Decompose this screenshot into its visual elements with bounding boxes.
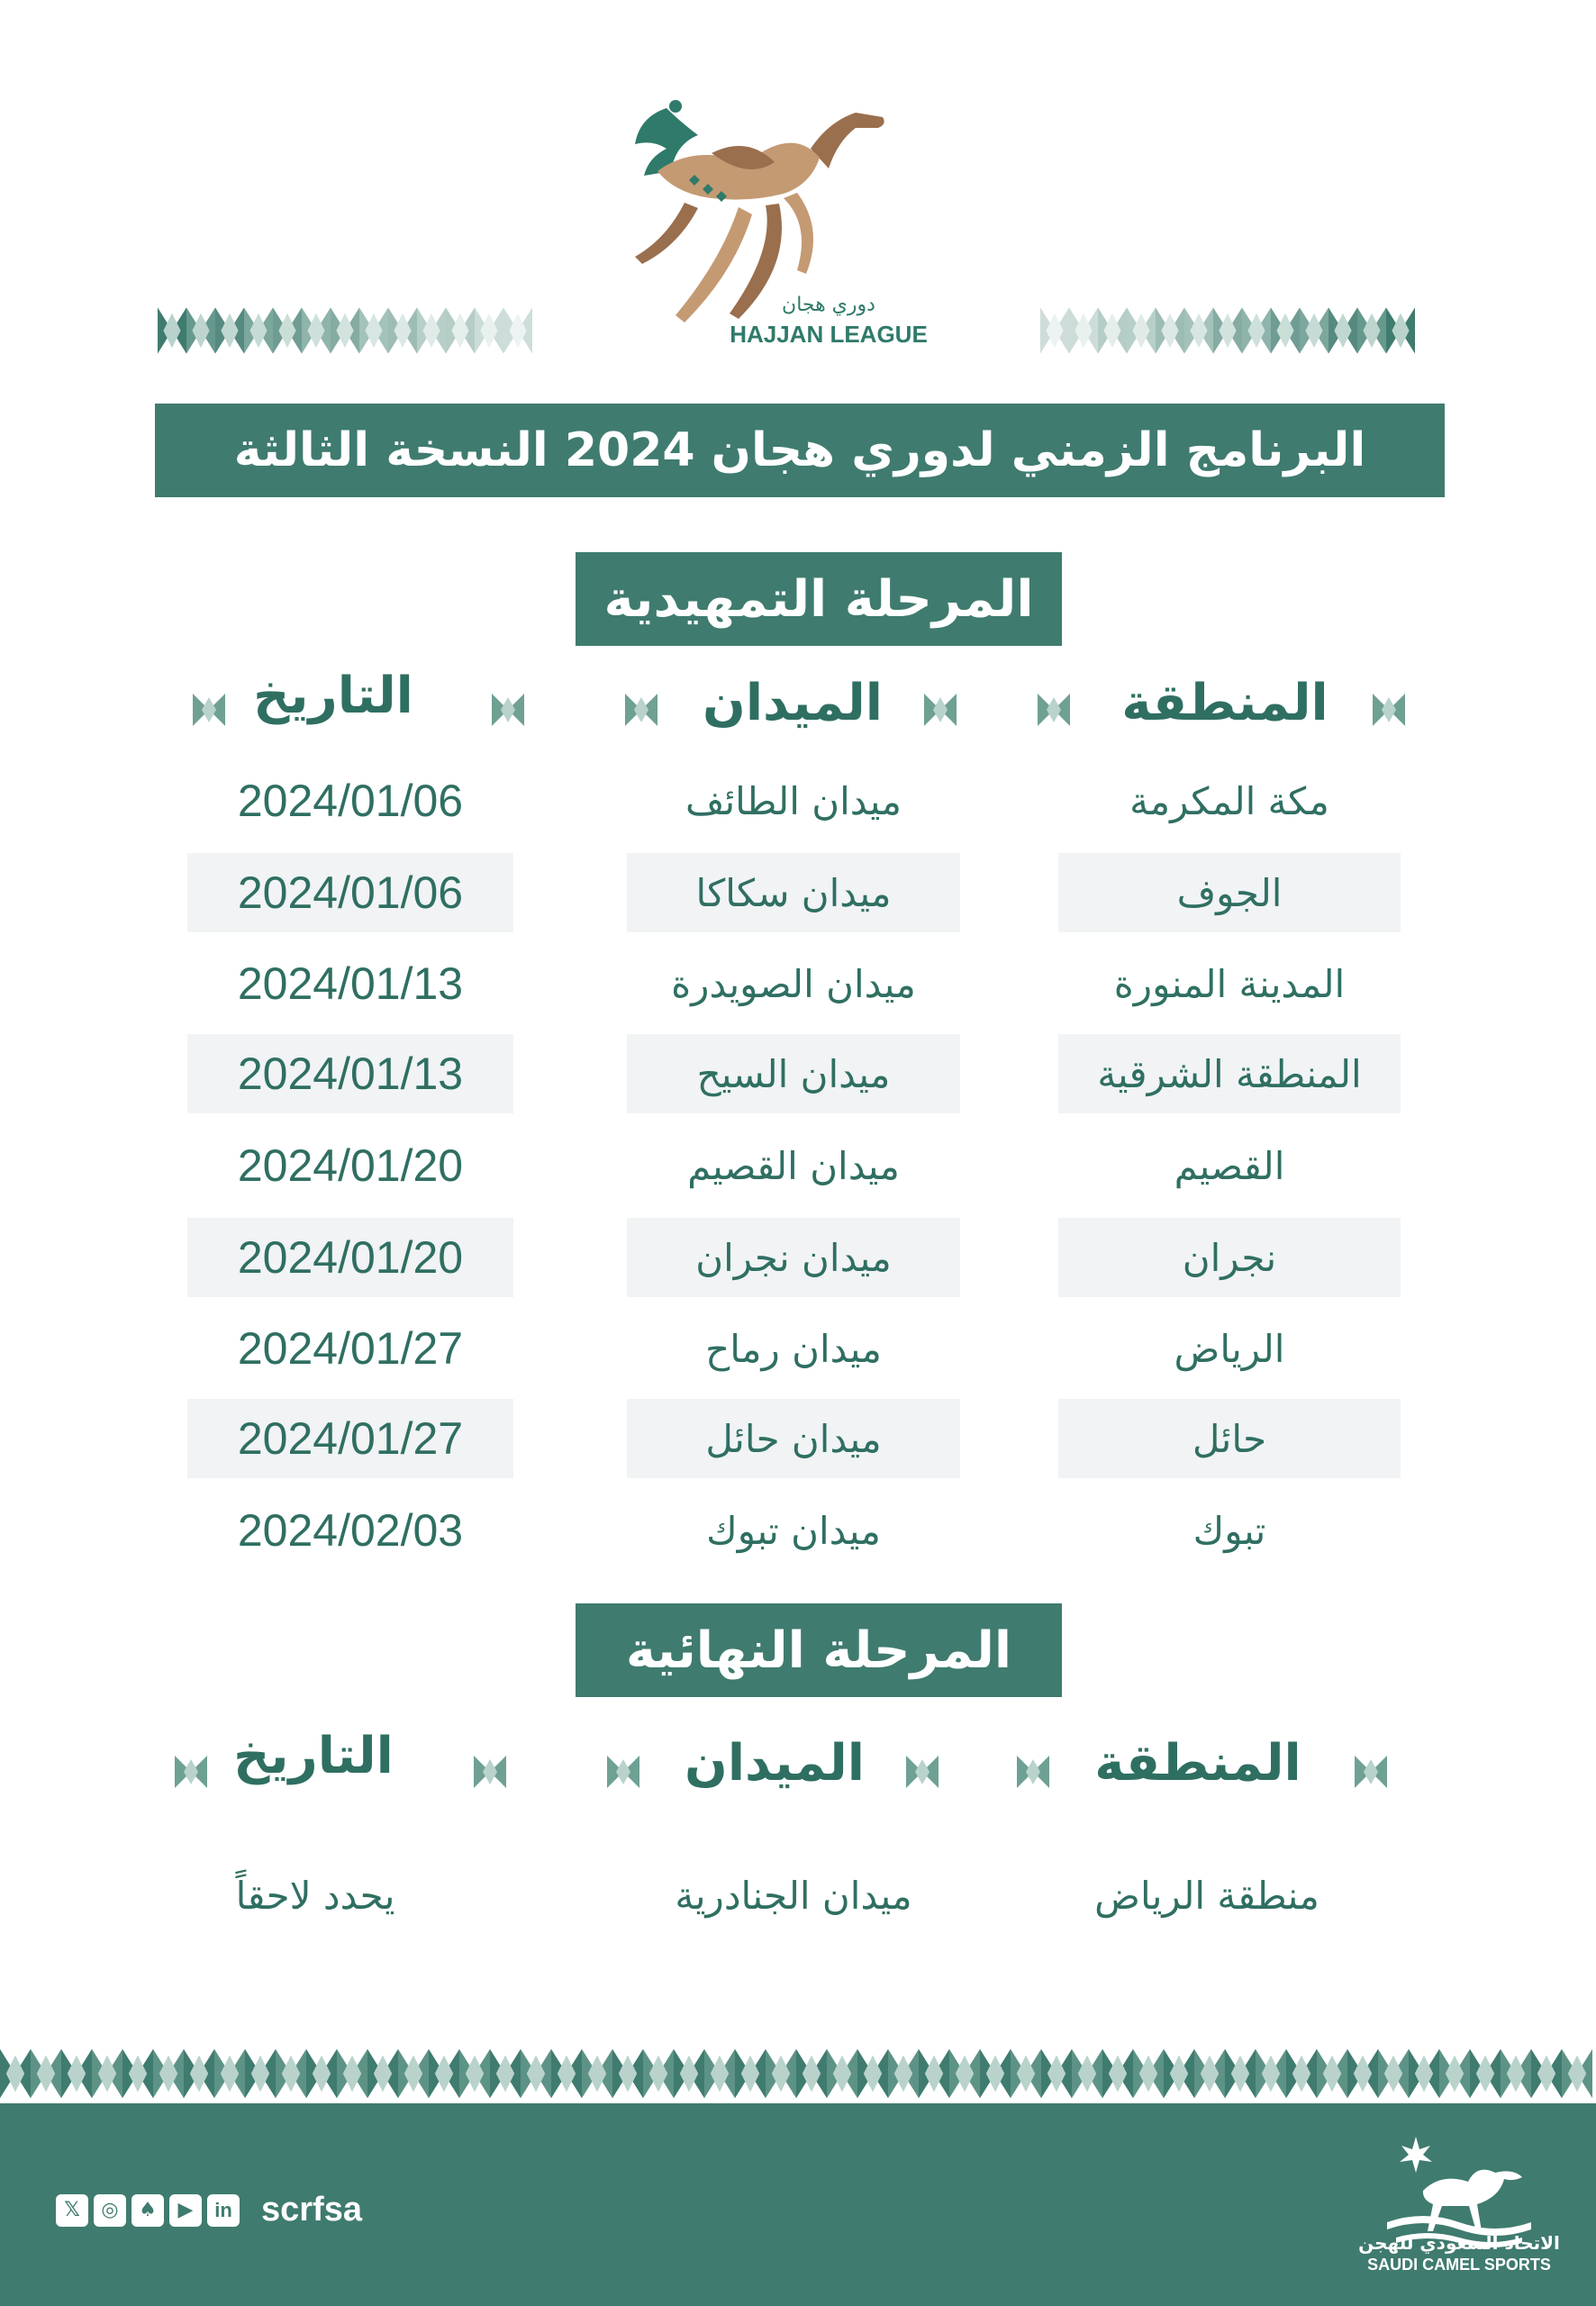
diamond-ornament-icon xyxy=(488,690,528,730)
column-header-venue: الميدان xyxy=(685,1734,865,1793)
date-cell: يحدد لاحقاً xyxy=(235,1873,395,1918)
region-cell: المدينة المنورة xyxy=(1113,961,1346,1006)
venue-cell: ميدان رماح xyxy=(705,1326,882,1371)
venue-cell: ميدان الطائف xyxy=(685,778,902,823)
hajjan-league-logo xyxy=(603,90,946,360)
column-header-region: المنطقة xyxy=(1094,1734,1301,1793)
main-title-banner xyxy=(155,404,1445,497)
table-row xyxy=(0,853,1596,932)
diamond-ornament-icon xyxy=(171,1752,211,1792)
region-cell: منطقة الرياض xyxy=(1094,1873,1319,1918)
linkedin-icon[interactable]: in xyxy=(207,2194,240,2227)
preliminary-stage-banner xyxy=(576,552,1062,646)
final-stage-banner xyxy=(576,1603,1062,1697)
ornament-strip-left xyxy=(158,302,554,359)
date-cell: 2024/01/06 xyxy=(187,853,513,932)
table-row xyxy=(0,1218,1596,1297)
ornament-strip-bottom xyxy=(0,2043,1596,2104)
region-cell: نجران xyxy=(1058,1218,1401,1297)
venue-cell: ميدان تبوك xyxy=(706,1508,881,1553)
venue-cell: ميدان الجنادرية xyxy=(675,1873,912,1918)
instagram-icon[interactable]: ◎ xyxy=(94,2194,126,2227)
ornament-strip-right xyxy=(1040,302,1437,359)
region-cell: الرياض xyxy=(1174,1326,1285,1371)
region-cell: تبوك xyxy=(1192,1508,1266,1553)
date-cell: 2024/01/27 xyxy=(187,1399,513,1478)
youtube-icon[interactable]: ▶ xyxy=(169,2194,202,2227)
x-icon[interactable]: 𝕏 xyxy=(56,2194,88,2227)
preliminary-stage-title: المرحلة التمهيدية xyxy=(603,569,1034,629)
date-cell: 2024/01/06 xyxy=(237,776,464,826)
venue-cell: ميدان حائل xyxy=(627,1399,960,1478)
social-handle[interactable]: scrfsa xyxy=(261,2191,362,2229)
region-cell: المنطقة الشرقية xyxy=(1058,1034,1401,1113)
venue-cell: ميدان الصويدرة xyxy=(671,961,916,1006)
table-row xyxy=(0,1309,1596,1388)
venue-cell: ميدان القصيم xyxy=(687,1143,900,1188)
column-header-date: التاريخ xyxy=(233,1727,394,1785)
diamond-ornament-icon xyxy=(920,690,960,730)
diamond-ornament-icon xyxy=(621,690,661,730)
column-header-venue: الميدان xyxy=(703,674,883,732)
region-cell: الجوف xyxy=(1058,853,1401,932)
column-header-date: التاريخ xyxy=(253,667,413,725)
table-row xyxy=(0,1034,1596,1113)
date-cell: 2024/01/20 xyxy=(237,1140,464,1191)
region-cell: حائل xyxy=(1058,1399,1401,1478)
snapchat-icon[interactable]: ♠ xyxy=(131,2194,164,2227)
region-cell: مكة المكرمة xyxy=(1129,778,1329,823)
date-cell: 2024/02/03 xyxy=(237,1505,464,1556)
diamond-ornament-icon xyxy=(603,1752,643,1792)
table-row xyxy=(0,944,1596,1023)
diamond-ornament-icon xyxy=(1034,690,1074,730)
column-header-region: المنطقة xyxy=(1121,674,1328,732)
diamond-ornament-icon xyxy=(902,1752,942,1792)
diamond-ornament-icon xyxy=(1013,1752,1053,1792)
final-stage-title: المرحلة النهائية xyxy=(625,1621,1012,1680)
social-links xyxy=(56,2191,362,2229)
date-cell: 2024/01/13 xyxy=(187,1034,513,1113)
diamond-ornament-icon xyxy=(189,690,229,730)
venue-cell: ميدان السيح xyxy=(627,1034,960,1113)
final-column-headers xyxy=(0,1727,1596,1806)
diamond-ornament-icon xyxy=(1351,1752,1391,1792)
date-cell: 2024/01/13 xyxy=(237,958,464,1009)
table-row xyxy=(0,1126,1596,1205)
federation-name-arabic: الاتحاد السعودي للهجن xyxy=(1358,2232,1560,2254)
table-row xyxy=(0,1399,1596,1478)
preliminary-column-headers xyxy=(0,667,1596,746)
diamond-ornament-icon xyxy=(470,1752,510,1792)
date-cell: 2024/01/20 xyxy=(187,1218,513,1297)
diamond-ornament-icon xyxy=(1369,690,1409,730)
table-row xyxy=(0,1856,1596,1935)
venue-cell: ميدان نجران xyxy=(627,1218,960,1297)
region-cell: القصيم xyxy=(1174,1143,1285,1188)
main-title: البرنامج الزمني لدوري هجان 2024 النسخة الثالثة xyxy=(233,423,1366,477)
table-row xyxy=(0,761,1596,840)
table-row xyxy=(0,1491,1596,1570)
logo-english-text: HAJJAN LEAGUE xyxy=(730,321,928,348)
logo-arabic-text: دوري هجان xyxy=(782,294,875,316)
date-cell: 2024/01/27 xyxy=(237,1323,464,1374)
federation-name-english: SAUDI CAMEL SPORTS xyxy=(1367,2256,1551,2274)
venue-cell: ميدان سكاكا xyxy=(627,853,960,932)
